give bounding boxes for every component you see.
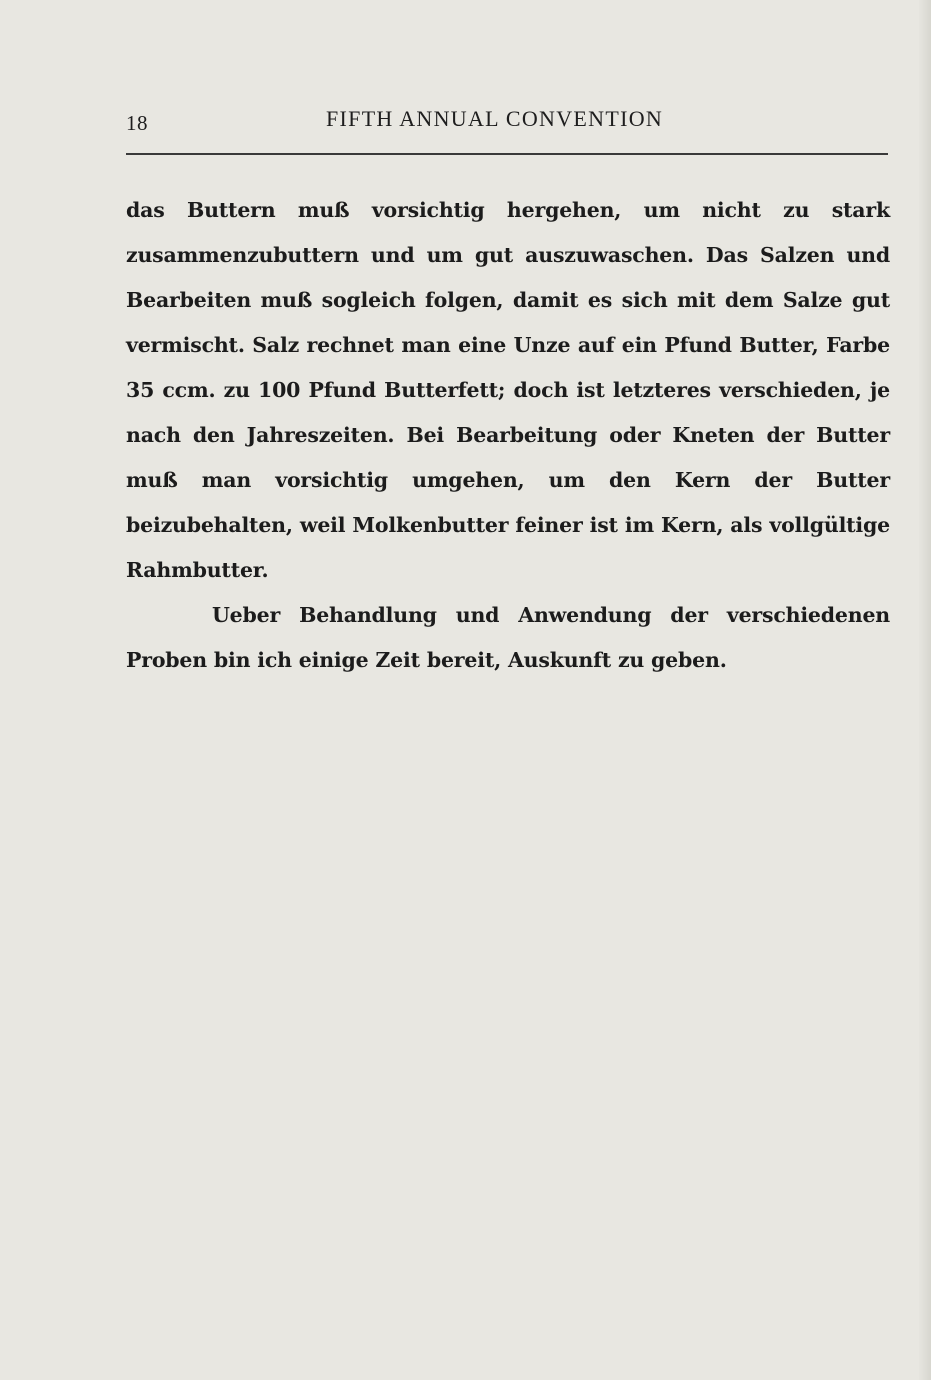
page-header bbox=[126, 104, 888, 140]
paragraph-1: das Buttern muß vorsichtig hergehen, um nicht zu stark zusammenzubuttern und um gut auszuwaschen. Das Salzen und Bearbeiten muß sogleich folgen, damit es sich mit dem Salze gut vermischt. Salz rechnet man eine Unze auf ein Pfund Butter, Farbe 35 ccm. zu 100 Pfund Butterfett; doch ist letzteres verschieden, je nach den Jahreszeiten. Bei Bearbeitung oder Kneten der Butter muß man vorsichtig umgehen, um den Kern der Butter beizubehalten, weil Molkenbutter feiner ist im Kern, als vollgültige Rahmbutter. bbox=[126, 198, 890, 582]
header-rule bbox=[126, 153, 888, 155]
page-number: 18 bbox=[126, 111, 148, 135]
running-title: FIFTH ANNUAL CONVENTION bbox=[326, 106, 664, 131]
page-edge-shadow bbox=[919, 0, 931, 1380]
paragraph-2: Ueber Behandlung und Anwendung der verschiedenen Proben bin ich einige Zeit bereit, Auskunft zu geben. bbox=[126, 603, 890, 672]
body-text bbox=[126, 188, 890, 683]
